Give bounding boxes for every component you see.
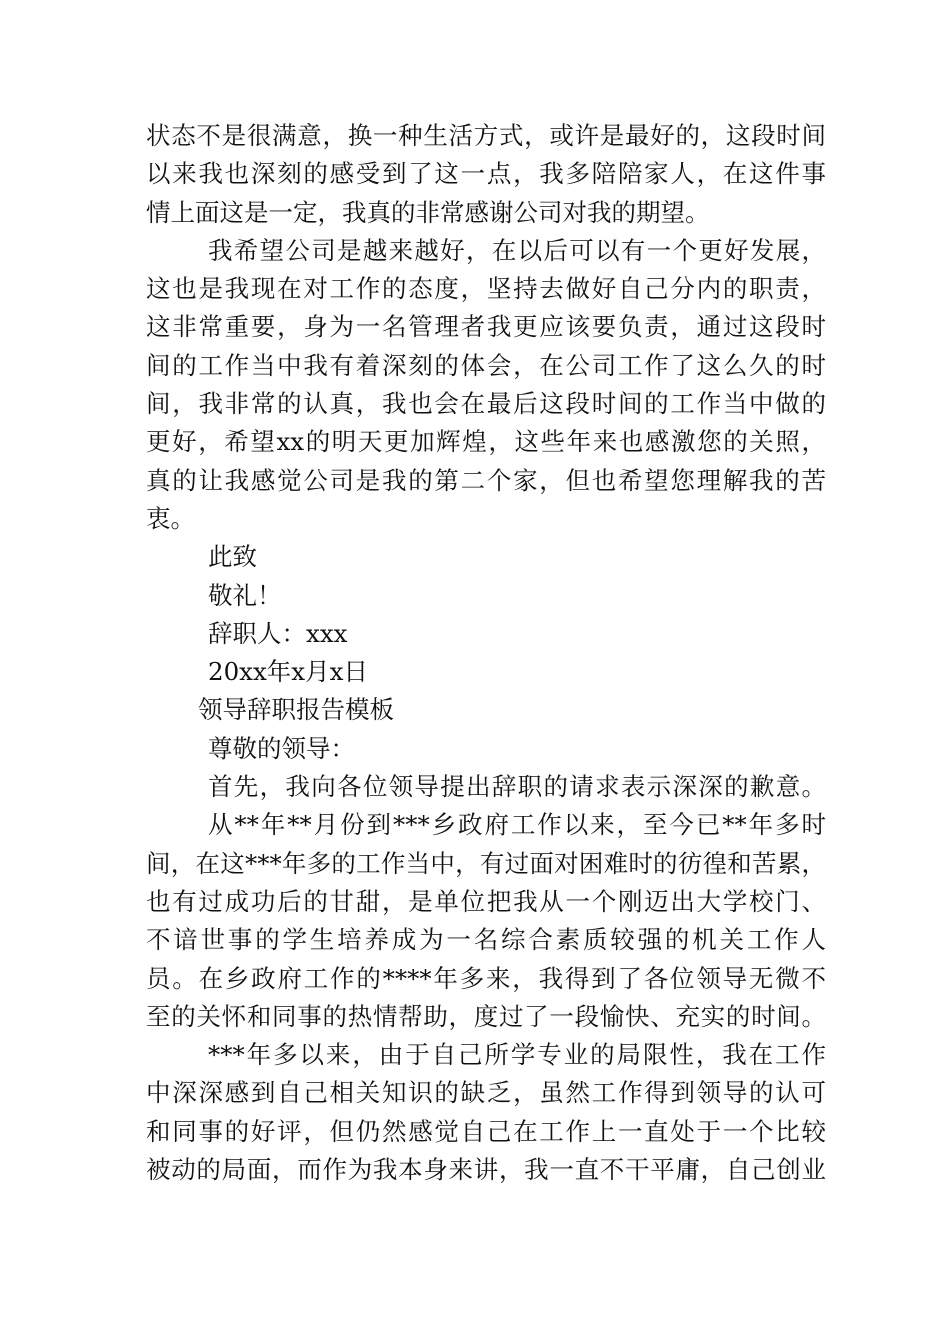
text-line: 间，在这***年多的工作当中，有过面对困难时的彷徨和苦累，	[146, 848, 826, 878]
text-line: 衷。	[146, 503, 195, 533]
text-line: 间，我非常的认真，我也会在最后这段时间的工作当中做的	[146, 389, 826, 419]
text-line: 从**年**月份到***乡政府工作以来，至今已**年多时	[208, 810, 826, 840]
text-line: 员。在乡政府工作的****年多来，我得到了各位领导无微不	[146, 963, 826, 993]
text-line: 被动的局面，而作为我本身来讲，我一直不干平庸，自己创业	[146, 1155, 826, 1185]
text-line: 情上面这是一定，我真的非常感谢公司对我的期望。	[146, 197, 710, 227]
text-line: 敬礼！	[208, 580, 282, 610]
text-line: 这非常重要，身为一名管理者我更应该要负责，通过这段时	[146, 312, 826, 342]
text-line: 不谙世事的学生培养成为一名综合素质较强的机关工作人	[146, 925, 826, 955]
text-line: 以来我也深刻的感受到了这一点，我多陪陪家人，在这件事	[146, 159, 826, 189]
text-line: 辞职人：xxx	[208, 618, 348, 648]
text-line: 真的让我感觉公司是我的第二个家，但也希望您理解我的苦	[146, 465, 826, 495]
text-line: 领导辞职报告模板	[198, 695, 394, 725]
text-line: 也有过成功后的甘甜，是单位把我从一个刚迈出大学校门、	[146, 886, 826, 916]
text-line: ***年多以来，由于自己所学专业的局限性，我在工作	[208, 1040, 826, 1070]
text-line: 这也是我现在对工作的态度，坚持去做好自己分内的职责，	[146, 274, 826, 304]
text-line: 和同事的好评，但仍然感觉自己在工作上一直处于一个比较	[146, 1116, 826, 1146]
text-line: 尊敬的领导：	[208, 733, 355, 763]
text-line: 首先，我向各位领导提出辞职的请求表示深深的歉意。	[208, 772, 826, 802]
text-line: 更好，希望xx的明天更加辉煌，这些年来也感激您的关照，	[146, 427, 826, 457]
text-line: 间的工作当中我有着深刻的体会，在公司工作了这么久的时	[146, 350, 826, 380]
document-body	[146, 117, 826, 1189]
text-line: 我希望公司是越来越好，在以后可以有一个更好发展，	[208, 235, 826, 265]
text-line: 此致	[208, 542, 257, 572]
text-line: 中深深感到自己相关知识的缺乏，虽然工作得到领导的认可	[146, 1078, 826, 1108]
text-line: 状态不是很满意，换一种生活方式，或许是最好的，这段时间	[146, 121, 826, 150]
text-line: 至的关怀和同事的热情帮助，度过了一段愉快、充实的时间。	[146, 1001, 826, 1031]
text-line: 20xx年x月x日	[208, 657, 368, 687]
